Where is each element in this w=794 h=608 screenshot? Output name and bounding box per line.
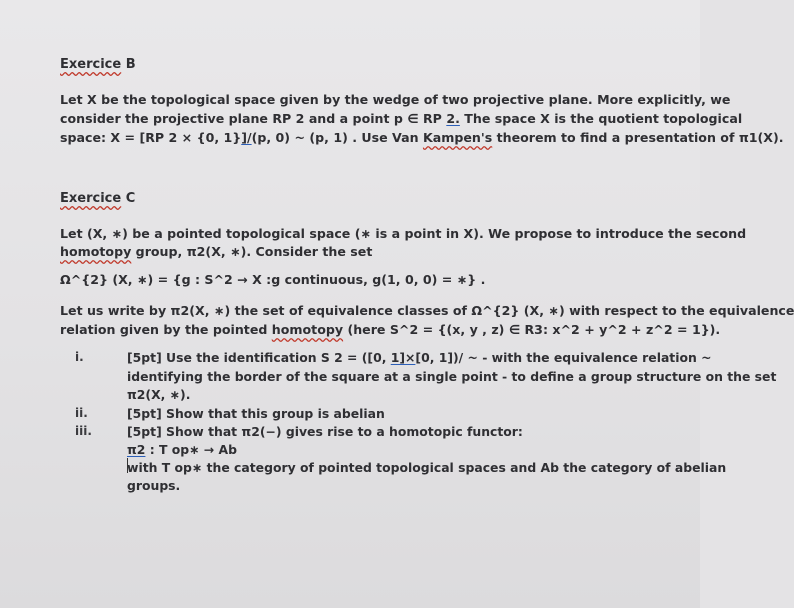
text-segment: The space X is the quotient topological — [459, 111, 743, 126]
item-i-line-3: π2(X, ∗). — [127, 387, 191, 402]
exercise-c-title — [60, 191, 135, 206]
item-number: i. — [75, 350, 84, 364]
item-i-line-1 — [127, 350, 712, 366]
exercise-c-line-5 — [60, 322, 720, 338]
item-iii-line-1: [5pt] Show that π2(−) gives rise to a homotopic functor: — [127, 424, 523, 439]
text-segment: (p, 0) ~ (p, 1) . Use Van — [251, 130, 423, 145]
item-iii-line-2 — [127, 442, 237, 458]
text-segment: relation given by the pointed — [60, 322, 272, 337]
item-ii-line-1: [5pt] Show that this group is abelian — [127, 406, 385, 421]
exercise-letter: B — [125, 57, 136, 72]
text-segment: (here S^2 = {(x, y , z) ∈ R3: x^2 + y^2 + z^2 = 1}). — [343, 322, 721, 337]
exercise-b-title — [60, 57, 136, 72]
text-segment-underlined: 1]× — [390, 350, 416, 365]
item-iii-line-3: with T op∗ the category of pointed topological spaces and Ab the category of abelian — [127, 460, 727, 475]
text-segment: theorem to find a presentation of π1(X). — [492, 130, 784, 145]
text-segment: [0, 1])/ ~ - with the equivalence relation ~ — [415, 350, 712, 365]
item-iii-line-4: groups. — [127, 478, 181, 493]
text-segment-underlined: π2 — [127, 442, 146, 457]
exercise-c-line-1: Let (X, ∗) be a pointed topological space (∗ is a point in X). We propose to introduce the second — [60, 226, 747, 241]
exercise-word: Exercice — [60, 191, 122, 206]
exercise-b-line-2 — [60, 111, 742, 127]
text-segment-spellcheck: Kampen's — [422, 130, 493, 145]
exercise-c-line-4: Let us write by π2(X, ∗) the set of equivalence classes of Ω^{2} (X, ∗) with respect to the equivalence — [60, 303, 794, 318]
exercise-word: Exercice — [60, 57, 122, 72]
exercise-b-line-1: Let X be the topological space given by the wedge of two projective plane. More explicitly, we — [60, 92, 731, 107]
text-segment: [5pt] Use the identification S 2 = ([0, — [127, 350, 391, 365]
text-segment-spellcheck: homotopy — [271, 322, 344, 337]
text-segment: group, π2(X, ∗). Consider the set — [131, 244, 373, 259]
exercise-b-line-3 — [60, 130, 784, 146]
item-number: ii. — [75, 406, 88, 420]
item-number: iii. — [75, 424, 92, 438]
text-segment-underlined: ]/ — [241, 130, 252, 145]
exercise-letter: C — [125, 191, 136, 206]
text-segment: : T op∗ → Ab — [145, 442, 238, 457]
text-segment: space: X = [RP 2 × {0, 1} — [60, 130, 242, 145]
text-segment-underlined: 2. — [446, 111, 460, 126]
text-segment-spellcheck: homotopy — [60, 244, 132, 259]
text-segment: consider the projective plane RP 2 and a point p ∈ RP — [60, 111, 447, 126]
exercise-c-line-2 — [60, 244, 372, 260]
item-i-line-2: identifying the border of the square at a single point - to define a group structure on the set — [127, 369, 777, 384]
exercise-c-set-definition: Ω^{2} (X, ∗) = {g : S^2 → X :g continuous, g(1, 0, 0) = ∗} . — [60, 272, 486, 287]
